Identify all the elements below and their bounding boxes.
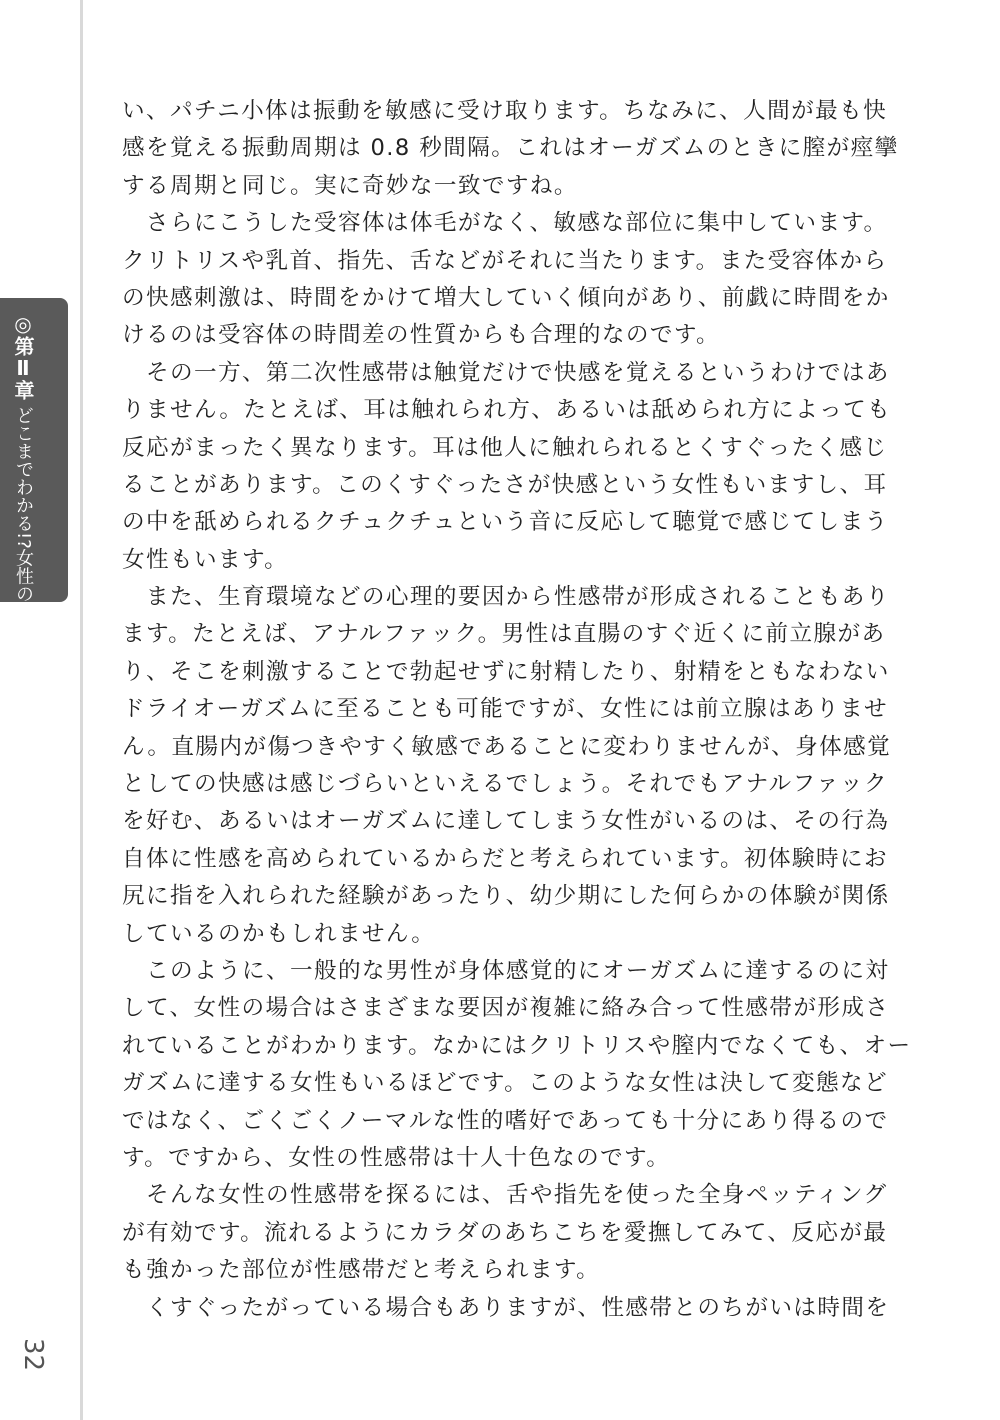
text-line: ではなく、ごくごくノーマルな性的嗜好であっても十分にあり得るので xyxy=(122,1107,889,1134)
text-line: さらにこうした受容体は体毛がなく、敏感な部位に集中しています。 xyxy=(122,210,888,237)
text-line: 尻に指を入れられた経験があったり、幼少期にした何らかの体験が関係 xyxy=(122,883,890,910)
text-line: が有効です。流れるようにカラダのあちこちを愛撫してみて、反応が最 xyxy=(122,1219,888,1246)
text-line: い、パチニ小体は振動を敏感に受け取ります。ちなみに、人間が最も快 xyxy=(122,98,888,124)
text-line: れていることがわかります。なかにはクリトリスや膣内でなくても、オー xyxy=(122,1032,912,1059)
text-line: クリトリスや乳首、指先、舌などがそれに当たります。また受容体から xyxy=(122,247,888,274)
text-line: その一方、第二次性感帯は触覚だけで快感を覚えるというわけではあ xyxy=(122,359,890,386)
text-line: そんな女性の性感帯を探るには、舌や指先を使った全身ペッティング xyxy=(122,1182,888,1209)
text-line: の快感刺激は、時間をかけて増大していく傾向があり、前戯に時間をか xyxy=(122,284,890,311)
text-line: す。ですから、女性の性感帯は十人十色なのです。 xyxy=(122,1144,671,1171)
text-line: の中を舐められるクチュクチュという音に反応して聴覚で感じてしまう xyxy=(122,509,889,536)
chapter-heading: ◎第Ⅱ章 xyxy=(11,312,35,400)
text-line: このように、一般的な男性が身体感覚的にオーガズムに達するのに対 xyxy=(122,957,890,984)
text-line: ガズムに達する女性もいるほどです。このような女性は決して変態など xyxy=(122,1070,888,1097)
text-line: 感を覚える振動周期は 0.8 秒間隔。これはオーガズムのときに膣が痙攣 xyxy=(122,135,899,162)
text-line: する周期と同じ。実に奇妙な一致ですね。 xyxy=(122,172,578,199)
text-line: りません。たとえば、耳は触れられ方、あるいは舐められ方によっても xyxy=(122,397,892,424)
text-line: としての快感は感じづらいといえるでしょう。それでもアナルファック xyxy=(122,771,888,798)
text-line: けるのは受容体の時間差の性質からも合理的なのです。 xyxy=(122,322,721,349)
text-line: して、女性の場合はさまざまな要因が複雑に絡み合って性感帯が形成さ xyxy=(122,995,890,1022)
page-number: 32 xyxy=(18,1338,48,1372)
text-line: り、そこを刺激することで勃起せずに射精したり、射精をともなわない xyxy=(122,658,890,685)
body-text xyxy=(122,93,912,1327)
text-line: また、生育環境などの心理的要因から性感帯が形成されることもあり xyxy=(122,584,890,611)
text-line: も強かった部位が性感帯だと考えられます。 xyxy=(122,1257,601,1284)
margin-rule xyxy=(80,0,83,1420)
text-line: しているのかもしれません。 xyxy=(122,920,436,947)
chapter-label xyxy=(12,312,34,657)
text-line: 反応がまったく異なります。耳は他人に触れられるとくすぐったく感じ xyxy=(122,434,888,461)
text-line: 女性もいます。 xyxy=(122,546,289,573)
text-line: ん。直腸内が傷つきやすく敏感であることに変わりませんが、身体感覚 xyxy=(122,733,892,760)
text-line: ドライオーガズムに至ることも可能ですが、女性には前立腺はありませ xyxy=(122,696,888,723)
text-line: くすぐったがっている場合もありますが、性感帯とのちがいは時間を xyxy=(122,1294,890,1321)
chapter-subtitle: どこまでわかる!?女性のカラダ xyxy=(13,406,34,657)
text-line: ることがあります。このくすぐったさが快感という女性もいますし、耳 xyxy=(122,471,888,498)
text-line: 自体に性感を高められているからだと考えられています。初体験時にお xyxy=(122,845,888,872)
text-line: を好む、あるいはオーガズムに達してしまう女性がいるのは、その行為 xyxy=(122,808,890,835)
text-line: ます。たとえば、アナルファック。男性は直腸のすぐ近くに前立腺があ xyxy=(122,621,886,648)
